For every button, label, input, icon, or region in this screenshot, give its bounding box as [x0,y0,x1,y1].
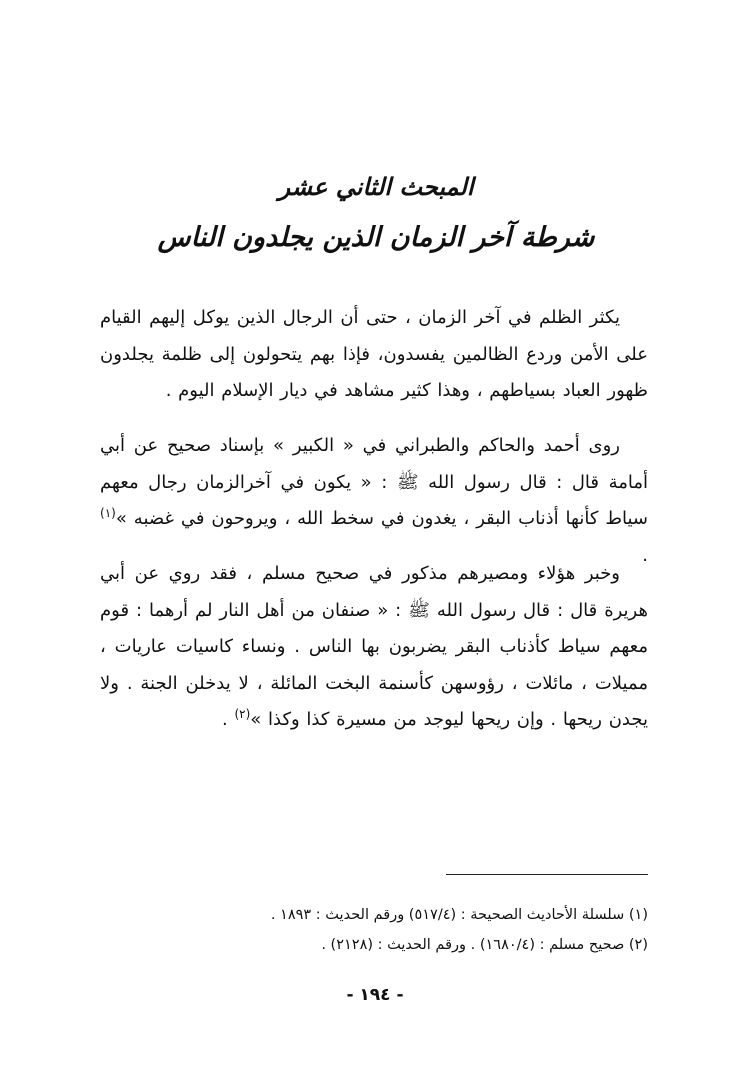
footnote-2: (٢) صحيح مسلم : (١٦٨٠/٤) . ورقم الحديث : (٢١٢٨) . [321,937,648,953]
chapter-subtitle: شرطة آخر الزمان الذين يجلدون الناس [157,222,595,253]
footnote-divider [446,874,648,875]
paragraph-3-tail: . [221,709,235,730]
page-number: - ١٩٤ - [346,985,404,1005]
chapter-title: المبحث الثاني عشر [278,172,474,201]
footnote-marker-1: (١) [100,506,116,520]
footnote-marker-2: (٢) [234,707,251,721]
footnotes [100,900,648,960]
paragraph-2 [100,428,648,574]
paragraph-2-text: روى أحمد والحاكم والطبراني في « الكبير » بإسناد صحيح عن أبي أمامة قال : قال رسول الله ﷺ : « يكون في آخرالزمان رجال معهم سياط كأنها أذناب البقر ، يغدون في سخط الله ، ويروحون في غضبه » [100,435,648,529]
paragraph-2-tail: . [642,544,648,566]
footnote-1: (١) سلسلة الأحاديث الصحيحة : (٥١٧/٤) ورقم الحديث : ١٨٩٣ . [270,907,648,923]
paragraph-3-text: وخبر هؤلاء ومصيرهم مذكور في صحيح مسلم ، فقد روي عن أبي هريرة قال : قال رسول الله ﷺ : « صنفان من أهل النار لم أرهما : قوم معهم سياط كأذناب البقر يضربون بها الناس . ونساء كاسيات عاريات ، مميلات ، مائلات ، رؤوسهن كأسنمة البخت المائلة ، لا يدخلن الجنة . ولا يجدن ريحها . وإن ريحها ليوجد من مسيرة كذا وكذا » [100,563,648,730]
paragraph-1 [100,300,648,410]
paragraph-3 [100,556,648,739]
paragraph-1-text: يكثر الظلم في آخر الزمان ، حتى أن الرجال الذين يوكل إليهم القيام على الأمن وردع الظالمين يفسدون، فإذا بهم يتحولون إلى ظلمة يجلدون ظهور العباد بسياطهم ، وهذا كثير مشاهد في ديار الإسلام اليوم . [100,307,648,401]
